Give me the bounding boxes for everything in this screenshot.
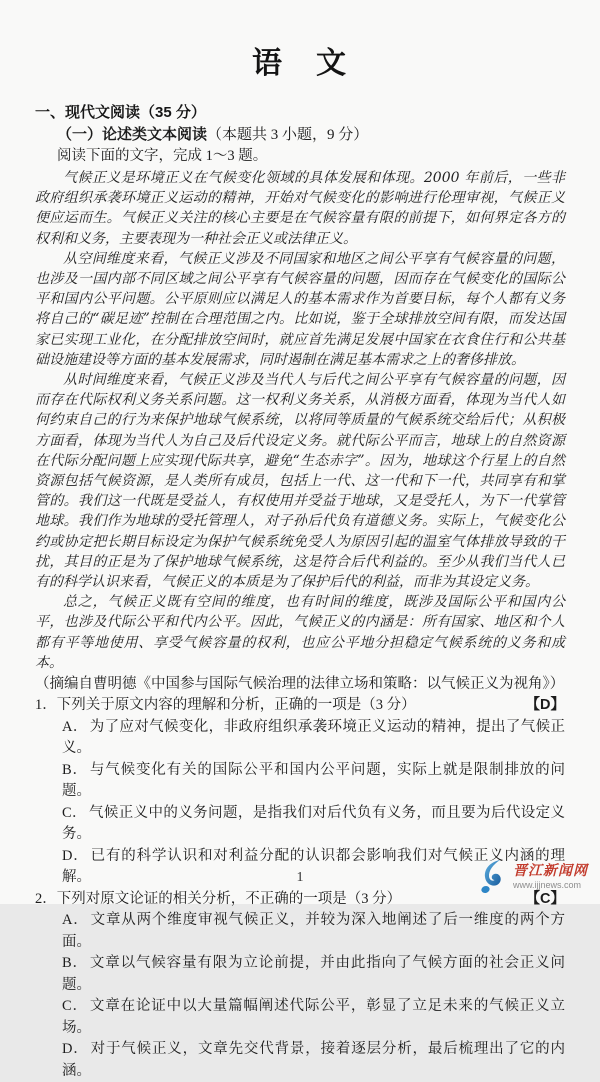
- question-1-stem: [35, 695, 565, 717]
- option-label: C．: [62, 804, 87, 821]
- option-label: B．: [62, 955, 88, 972]
- option-label: B．: [62, 761, 88, 778]
- option-label: A．: [62, 912, 89, 929]
- question-1-answer-marker: 【D】: [525, 697, 565, 714]
- option-label: C．: [62, 998, 88, 1015]
- question-2-option-c: [35, 996, 565, 1039]
- subsection-points: （本题共 3 小题，9 分）: [207, 127, 369, 143]
- option-text: 对于气候正义，文章先交代背景，接着逐层分析，最后梳理出了它的内涵。: [62, 1041, 565, 1079]
- passage-paragraph-1: 气候正义是环境正义在气候变化领域的具体发展和体现。2000 年前后，一些非政府组织承袭环境正义运动的精神，开始对气候变化的影响进行伦理审视，气候正义便应运而生。气候正义关注的核心主要是在气候容量有限的前提下，如何界定各方的权利和义务，主要表现为一种社会正义或法律正义。: [35, 170, 565, 247]
- question-1-option-b: [35, 760, 565, 803]
- section-heading: 一、现代文阅读（35 分）: [35, 104, 206, 121]
- question-1-number: 1．: [35, 697, 57, 714]
- question-1-option-c: [35, 803, 565, 846]
- subsection-heading: [35, 124, 565, 146]
- page-title: 语 文: [252, 47, 348, 80]
- question-2-option-b: [35, 953, 565, 996]
- logo-site-name: 晋江新闻网: [513, 863, 588, 879]
- question-2-stem-text: 下列对原文论证的相关分析，不正确的一项是（3 分）: [56, 890, 402, 907]
- question-1-stem-text: 下列关于原文内容的理解和分析，正确的一项是（3 分）: [56, 697, 416, 714]
- logo-swoosh-icon: [476, 858, 510, 896]
- question-1-option-a: [35, 717, 565, 760]
- option-text: 文章从两个维度审视气候正义，并较为深入地阐述了后一维度的两个方面。: [62, 912, 565, 950]
- option-text: 文章以气候容量有限为立论前提，并由此指向了气候方面的社会正义问题。: [62, 955, 566, 993]
- option-text: 为了应对气候变化，非政府组织承袭环境正义运动的精神，提出了气候正义。: [62, 718, 565, 757]
- option-label: D．: [62, 847, 89, 864]
- question-2-option-a: [35, 910, 565, 953]
- question-2-answer-marker: 【C】: [525, 890, 565, 907]
- option-text: 已有的科学认识和对利益分配的认识都会影响我们对气候正义内涵的理解。: [62, 847, 565, 886]
- passage-attribution: （摘编自曹明德《中国参与国际气候治理的法律立场和策略：以气候正义为视角》）: [35, 676, 565, 693]
- passage-paragraph-4: 总之，气候正义既有空间的维度，也有时间的维度，既涉及国际公平和国内公平，也涉及代际公平和代内公平。因此，气候正义的内涵是：所有国家、地区和个人都有平等地使用、享受气候容量的权利，也应公平地分担稳定气候系统的义务和成本。: [35, 594, 565, 671]
- option-text: 文章在论证中以大量篇幅阐述代际公平，彰显了立足未来的气候正义立场。: [62, 998, 566, 1036]
- question-2-number: 2．: [35, 890, 57, 907]
- option-label: A．: [62, 718, 88, 735]
- question-2-option-d: [35, 1039, 565, 1082]
- passage-paragraph-3: 从时间维度来看，气候正义涉及当代人与后代之间公平享有气候容量的问题，因而存在代际权利义务关系问题。这一权利义务关系，从消极方面看，体现为当代人如何约束自己的行为来保护地球气候系统，以将同等质量的气候系统交给后代；从积极方面看，体现为当代人为自己及后代设定义务。就代际公平而言，地球上的自然资源在代际分配问题上应实现代际共享，避免“生态赤字”。因为，地球这个行星上的自然资源包括气候资源，是人类所有成员，包括上一代、这一代和下一代，共同享有和掌管的。我们这一代既是受益人，有权使用并受益于地球，又是受托人，为下一代掌管地球。我们作为地球的受托管理人，对子孙后代负有道德义务。实际上，气候变化公约或协定把长期目标设定为保护气候系统免受人为原因引起的温室气体排放导致的干扰，其目的正是为了保护地球气候系统，这是符合后代利益的。至少从我们当代人已有的科学认识来看，气候正义的本质是为了保护后代的利益，而非为其设定义务。: [35, 372, 565, 591]
- page-number: 1: [296, 870, 304, 885]
- option-label: D．: [62, 1041, 89, 1058]
- passage-paragraph-2: 从空间维度来看，气候正义涉及不同国家和地区之间公平享有气候容量的问题，也涉及一国内部不同区域之间公平享有气候容量的问题，因而存在气候变化的国际公平和国内公平问题。公平原则应以满足人的基本需求作为首要目标，每个人都有义务将自己的“碳足迹”控制在合理范围之内。比如说，鉴于全球排放空间有限，而发达国家已实现工业化，在分配排放空间时，就应首先满足发展中国家在衣食住行和公共基础设施建设等方面的基本发展需求，同时遏制在满足基本需求之上的奢侈排放。: [35, 250, 565, 368]
- site-logo: [476, 858, 588, 896]
- logo-site-url: www.ijjnews.com: [513, 879, 582, 890]
- reading-passage: [35, 168, 565, 673]
- option-text: 与气候变化有关的国际公平和国内公平问题，实际上就是限制排放的问题。: [62, 761, 566, 800]
- reading-instruction: 阅读下面的文字，完成 1～3 题。: [57, 148, 268, 164]
- subsection-title: （一）论述类文本阅读: [57, 126, 208, 143]
- question-2: [35, 889, 565, 1082]
- option-text: 气候正义中的义务问题，是指我们对后代负有义务，而且要为后代设定义务。: [62, 804, 566, 843]
